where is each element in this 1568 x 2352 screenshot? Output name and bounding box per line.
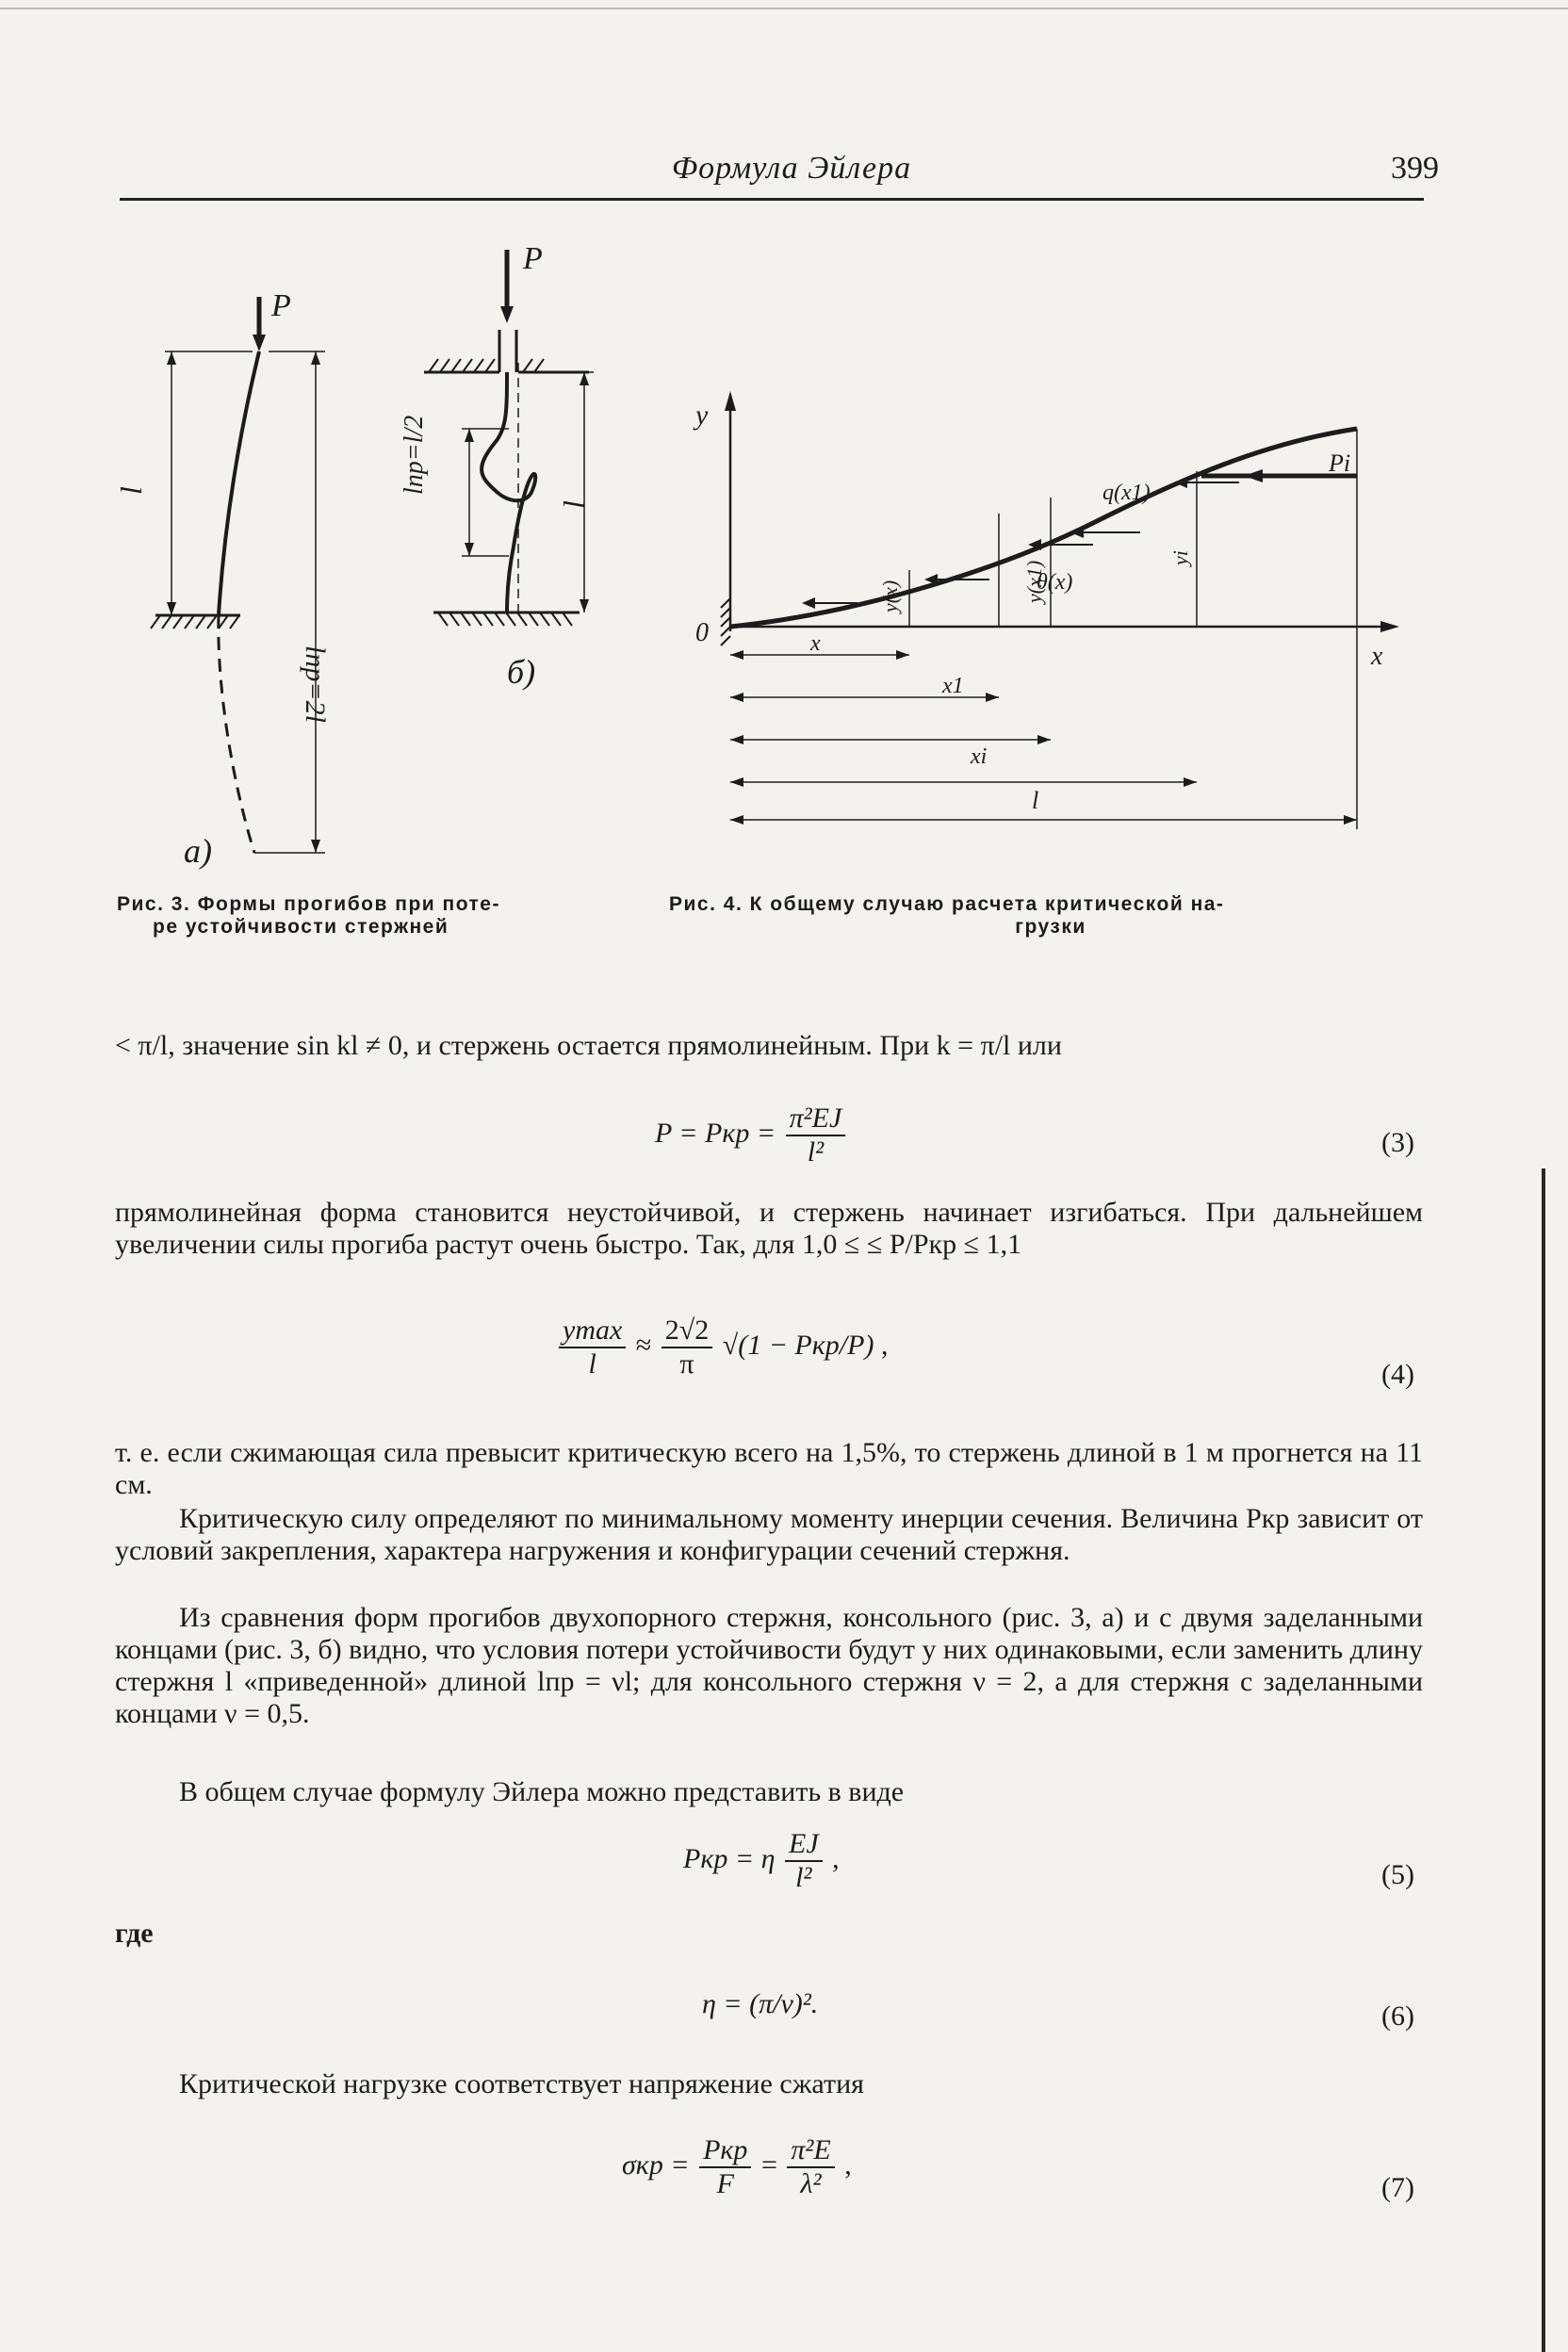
formula-3-fraction bbox=[786, 1102, 846, 1168]
length-label-a: l bbox=[114, 486, 148, 495]
paragraph-4: Критическую силу определяют по минимальному моменту инерции сечения. Величина Pкр зависит от условий закрепления, характера нагружения и конфигурации сечений стержня. bbox=[115, 1503, 1423, 1566]
formula-4-mid-numerator: 2√2 bbox=[662, 1315, 712, 1348]
length-label-b: l bbox=[557, 499, 591, 508]
formula-3 bbox=[655, 1102, 848, 1168]
x-axis-label: x bbox=[1371, 642, 1383, 671]
y-of-x-label: y(x) bbox=[878, 580, 902, 612]
formula-4: $\frac{ymax}{l}$ ≈ $\frac{2√2}{\pi}$ √(1 − Pкр/P) , bbox=[556, 1315, 888, 1380]
where-word: где bbox=[115, 1918, 154, 1949]
formula-7-denominator-1: F bbox=[716, 2168, 734, 2199]
figure-3-caption-line-1: Рис. 3. Формы прогибов при поте- bbox=[117, 893, 500, 915]
figure-3-caption bbox=[117, 893, 626, 939]
variant-label-b: б) bbox=[507, 653, 536, 691]
paragraph-2: прямолинейная форма становится неустойчивой, и стержень начинает изгибаться. При дальнейшем увеличении силы прогиба растут очень быстро. Так, для 1,0 ≤ ≤ P/Pкр ≤ 1,1 bbox=[115, 1197, 1423, 1260]
variant-label-a: а) bbox=[184, 832, 212, 870]
paragraph-6: В общем случае формулу Эйлера можно представить в виде bbox=[179, 1776, 905, 1807]
formula-7-left: σкр = bbox=[622, 2148, 690, 2180]
formula-4-root: √(1 − Pкр/P) bbox=[722, 1329, 874, 1361]
y-axis-label: y bbox=[695, 400, 709, 431]
formula-7-equals: = bbox=[760, 2148, 777, 2180]
dim-xi-label: xi bbox=[971, 744, 988, 769]
figure-4-caption-line-2: грузки bbox=[1015, 916, 1086, 938]
formula-4-left-fraction bbox=[559, 1315, 626, 1380]
formula-6: η = (π/ν)². bbox=[702, 1988, 819, 2019]
scan-edge-line bbox=[0, 8, 1568, 9]
formula-5-comma: , bbox=[832, 1842, 840, 1874]
y-of-x1-label: y(x1) bbox=[1022, 560, 1046, 603]
running-title: Формула Эйлера bbox=[671, 151, 912, 186]
formula-5-numerator: EJ bbox=[785, 1828, 823, 1862]
formula-7-denominator-2: λ² bbox=[800, 2168, 822, 2199]
force-label: Pi bbox=[1329, 449, 1351, 477]
formula-5-number: (5) bbox=[1381, 1859, 1414, 1890]
formula-5-left: Pкр = η bbox=[683, 1842, 776, 1874]
figure-4-caption bbox=[669, 893, 1432, 939]
paragraph-3: т. е. если сжимающая сила превысит критическую всего на 1,5%, то стержень длиной в 1 м прогнется на 11 см. bbox=[115, 1437, 1423, 1500]
figure-3 bbox=[113, 240, 641, 881]
figure-4-caption-line-1: Рис. 4. К общему случаю расчета критической на- bbox=[669, 893, 1225, 915]
dim-x1-label: x1 bbox=[942, 674, 964, 698]
scan-margin-line bbox=[1542, 1168, 1545, 2352]
formula-4-approx: ≈ bbox=[635, 1329, 652, 1361]
formula-3-numerator: π²EJ bbox=[786, 1102, 846, 1136]
page-number: 399 bbox=[1391, 151, 1439, 186]
formula-5 bbox=[683, 1828, 840, 1894]
formula-5-fraction bbox=[785, 1828, 823, 1894]
load-arrow-icon bbox=[253, 335, 266, 351]
angle-label: θ(x) bbox=[1037, 570, 1073, 595]
formula-7-comma: , bbox=[844, 2148, 852, 2180]
reduced-length-label-a: lпр=2l bbox=[300, 645, 331, 723]
figure-3a-cantilever bbox=[114, 288, 331, 870]
formula-5-denominator: l² bbox=[795, 1862, 812, 1893]
figure-3-caption-line-2: ре устойчивости стержней bbox=[153, 916, 449, 938]
formula-7-number: (7) bbox=[1381, 2172, 1414, 2203]
formula-3-denominator: l² bbox=[807, 1136, 825, 1168]
formula-4-number: (4) bbox=[1381, 1359, 1414, 1390]
reduced-length-label-b: lпр=l/2 bbox=[400, 415, 429, 495]
formula-3-left: P = Pкр = bbox=[655, 1117, 776, 1149]
formula-7-numerator-2: π²E bbox=[787, 2134, 834, 2168]
formula-4-mid-denominator: π bbox=[679, 1348, 694, 1380]
load-label-a: P bbox=[271, 288, 291, 323]
dim-l-label: l bbox=[1032, 787, 1039, 814]
load-arrow-icon bbox=[500, 306, 514, 323]
formula-4-left-denominator: l bbox=[588, 1348, 596, 1380]
yi-label: yi bbox=[1168, 550, 1192, 565]
distributed-load-label: q(x1) bbox=[1102, 481, 1151, 505]
load-label-b: P bbox=[523, 241, 543, 276]
formula-4-mid-fraction bbox=[662, 1315, 712, 1380]
formula-7-fraction-2 bbox=[787, 2134, 834, 2200]
formula-3-number: (3) bbox=[1381, 1127, 1414, 1158]
formula-7-fraction-1 bbox=[699, 2134, 751, 2200]
formula-7-numerator-1: Pкр bbox=[699, 2134, 751, 2168]
formula-4-left-numerator: ymax bbox=[559, 1315, 626, 1348]
figure-3b-fixed-fixed bbox=[400, 241, 594, 691]
paragraph-5: Из сравнения форм прогибов двухопорного стержня, консольного (рис. 3, а) и с двумя заделанными концами (рис. 3, б) видно, что условия потери устойчивости будут у них одинаковыми, если заменить длину стержня l «приведенной» длиной lпр = νl; для консольного стержня ν = 2, а для стержня с заделанными концами ν = 0,5. bbox=[115, 1602, 1423, 1729]
formula-7 bbox=[622, 2134, 852, 2200]
figure-4 bbox=[678, 377, 1423, 848]
header-rule bbox=[120, 198, 1424, 201]
formula-6-number: (6) bbox=[1381, 2001, 1414, 2032]
paragraph-1: < π/l, значение sin kl ≠ 0, и стержень остается прямолинейным. При k = π/l или bbox=[115, 1030, 1062, 1061]
paragraph-7: Критической нагрузке соответствует напряжение сжатия bbox=[179, 2068, 864, 2099]
dim-x-label: x bbox=[810, 631, 821, 656]
origin-label: 0 bbox=[695, 618, 709, 647]
